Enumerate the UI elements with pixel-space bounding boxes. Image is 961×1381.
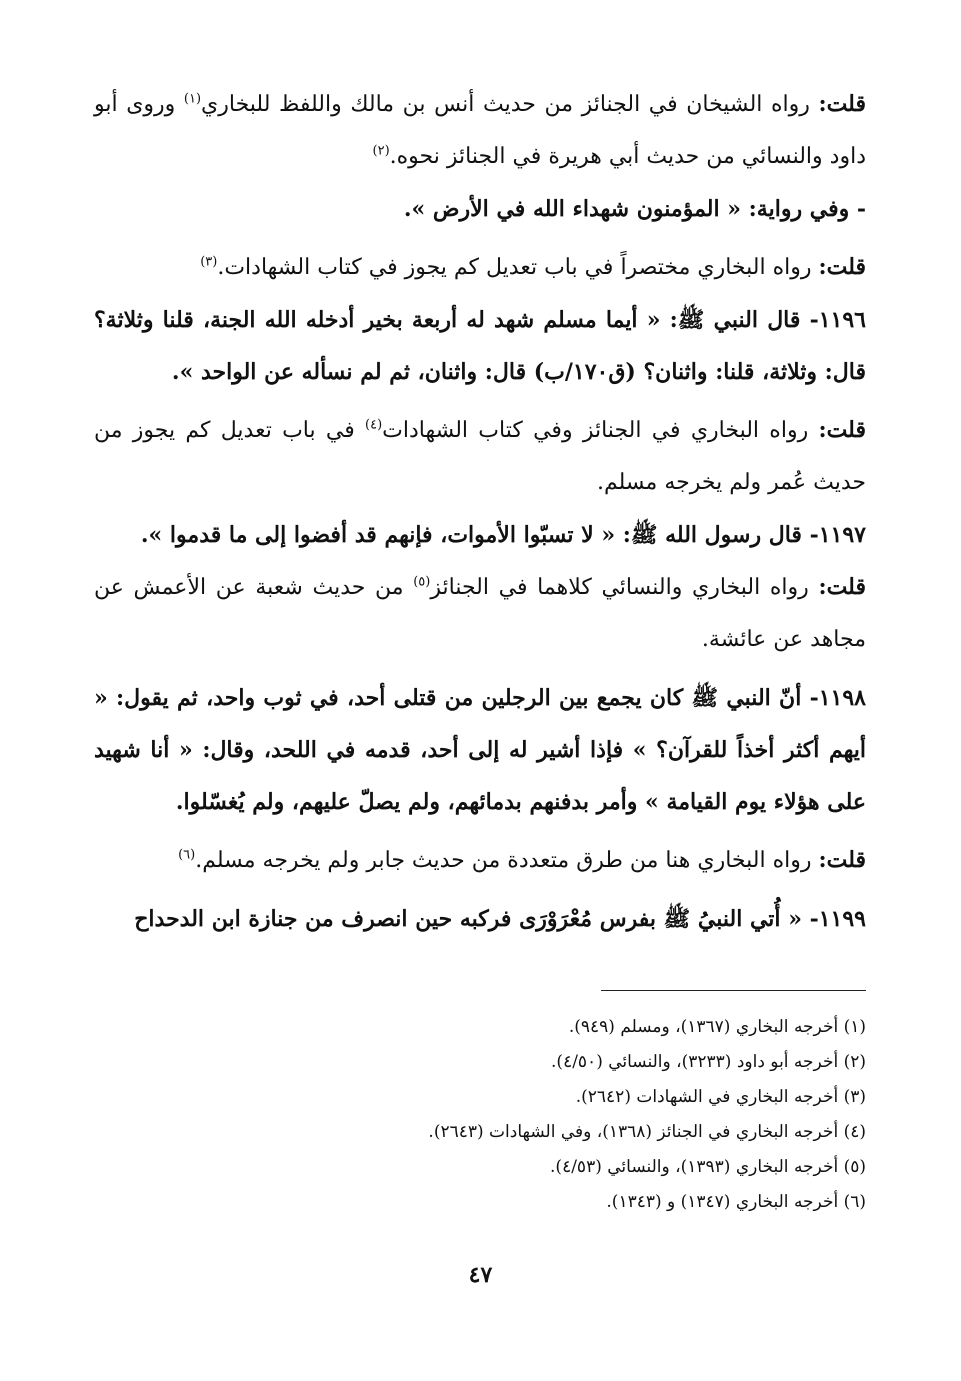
main-text (94, 78, 866, 945)
footnote-6: (٦) أخرجه البخاري (١٣٤٧) و (١٣٤٣). (606, 1192, 866, 1212)
paragraph-text: رواه الشيخان في الجنائز من حديث أنس بن مالك واللفظ للبخاري (201, 92, 810, 117)
footnote-4: (٤) أخرجه البخاري في الجنائز (١٣٦٨)، وفي الشهادات (٢٦٤٣). (428, 1122, 866, 1142)
hadith-1198: ١١٩٨- أنّ النبي ﷺ كان يجمع بين الرجلين من قتلى أحد، في ثوب واحد، ثم يقول: « أيهم أكثر أخذاً للقرآن؟ » فإذا أشير له إلى أحد، قدمه في اللحد، وقال: « أنا شهيد على هؤلاء يوم القيامة » وأمر بدفنهم بدمائهم، ولم يصلّ عليهم، ولم يُغسّلوا. (94, 685, 866, 815)
paragraph-3 (94, 241, 866, 294)
paragraph-text: رواه البخاري هنا من طرق متعددة من حديث جابر ولم يخرجه مسلم. (195, 848, 812, 873)
qult-label: قلت: (818, 574, 866, 600)
paragraph-text: وروى أبو داود والنسائي من حديث أبي هريرة في الجنائز نحوه. (94, 92, 866, 169)
footnote-ref[interactable]: (٥) (413, 574, 431, 590)
footnote-ref[interactable]: (٦) (178, 847, 196, 863)
footnote-ref[interactable]: (٣) (200, 254, 218, 270)
footnote-ref[interactable]: (٤) (365, 417, 383, 433)
paragraph-text: رواه البخاري والنسائي كلاهما في الجنائز (430, 575, 809, 600)
footnote-ref[interactable]: (٢) (372, 143, 390, 159)
hadith-1199: ١١٩٩- « أُتي النبيُ ﷺ بفرس مُعْرَوْرَى فركبه حين انصرف من جنازة ابن الدحداح (134, 906, 866, 932)
hadith-1197: ١١٩٧- قال رسول الله ﷺ: « لا تسبّوا الأموات، فإنهم قد أفضوا إلى ما قدموا ». (140, 522, 866, 548)
qult-label: قلت: (818, 91, 866, 117)
paragraph-text: رواه البخاري مختصراً في باب تعديل كم يجوز في كتاب الشهادات. (217, 255, 812, 280)
qult-label: قلت: (818, 847, 866, 873)
footnote-1: (١) أخرجه البخاري (١٣٦٧)، ومسلم (٩٤٩). (568, 1017, 866, 1037)
page-number: ٤٧ (468, 1262, 493, 1288)
paragraph-text: رواه البخاري في الجنائز وفي كتاب الشهادات (382, 418, 809, 443)
qult-label: قلت: (818, 417, 866, 443)
paragraph-5 (94, 404, 866, 509)
paragraph-2: - وفي رواية: « المؤمنون شهداء الله في الأرض ». (403, 196, 866, 222)
paragraph-9 (94, 834, 866, 887)
footnote-5: (٥) أخرجه البخاري (١٣٩٣)، والنسائي (٤/٥٣). (550, 1157, 866, 1177)
paragraph-1 (94, 78, 866, 183)
footnotes (94, 1010, 866, 1220)
paragraph-text: من حديث شعبة عن الأعمش عن مجاهد عن عائشة. (94, 575, 866, 652)
paragraph-text: في باب تعديل كم يجوز من حديث عُمر ولم يخرجه مسلم. (94, 418, 866, 495)
paragraph-7 (94, 561, 866, 666)
footnote-ref[interactable]: (١) (183, 91, 202, 107)
footnote-separator (601, 990, 866, 991)
hadith-1196: ١١٩٦- قال النبي ﷺ: « أيما مسلم شهد له أربعة بخير أدخله الله الجنة، قلنا وثلاثة؟ قال: وثلاثة، قلنا: واثنان؟ (ق١٧٠/ب) قال: واثنان، ثم لم نسأله عن الواحد ». (94, 307, 866, 385)
qult-label: قلت: (818, 254, 866, 280)
footnote-2: (٢) أخرجه أبو داود (٣٢٣٣)، والنسائي (٤/٥٠). (551, 1052, 866, 1072)
footnote-3: (٣) أخرجه البخاري في الشهادات (٢٦٤٢). (575, 1087, 866, 1107)
